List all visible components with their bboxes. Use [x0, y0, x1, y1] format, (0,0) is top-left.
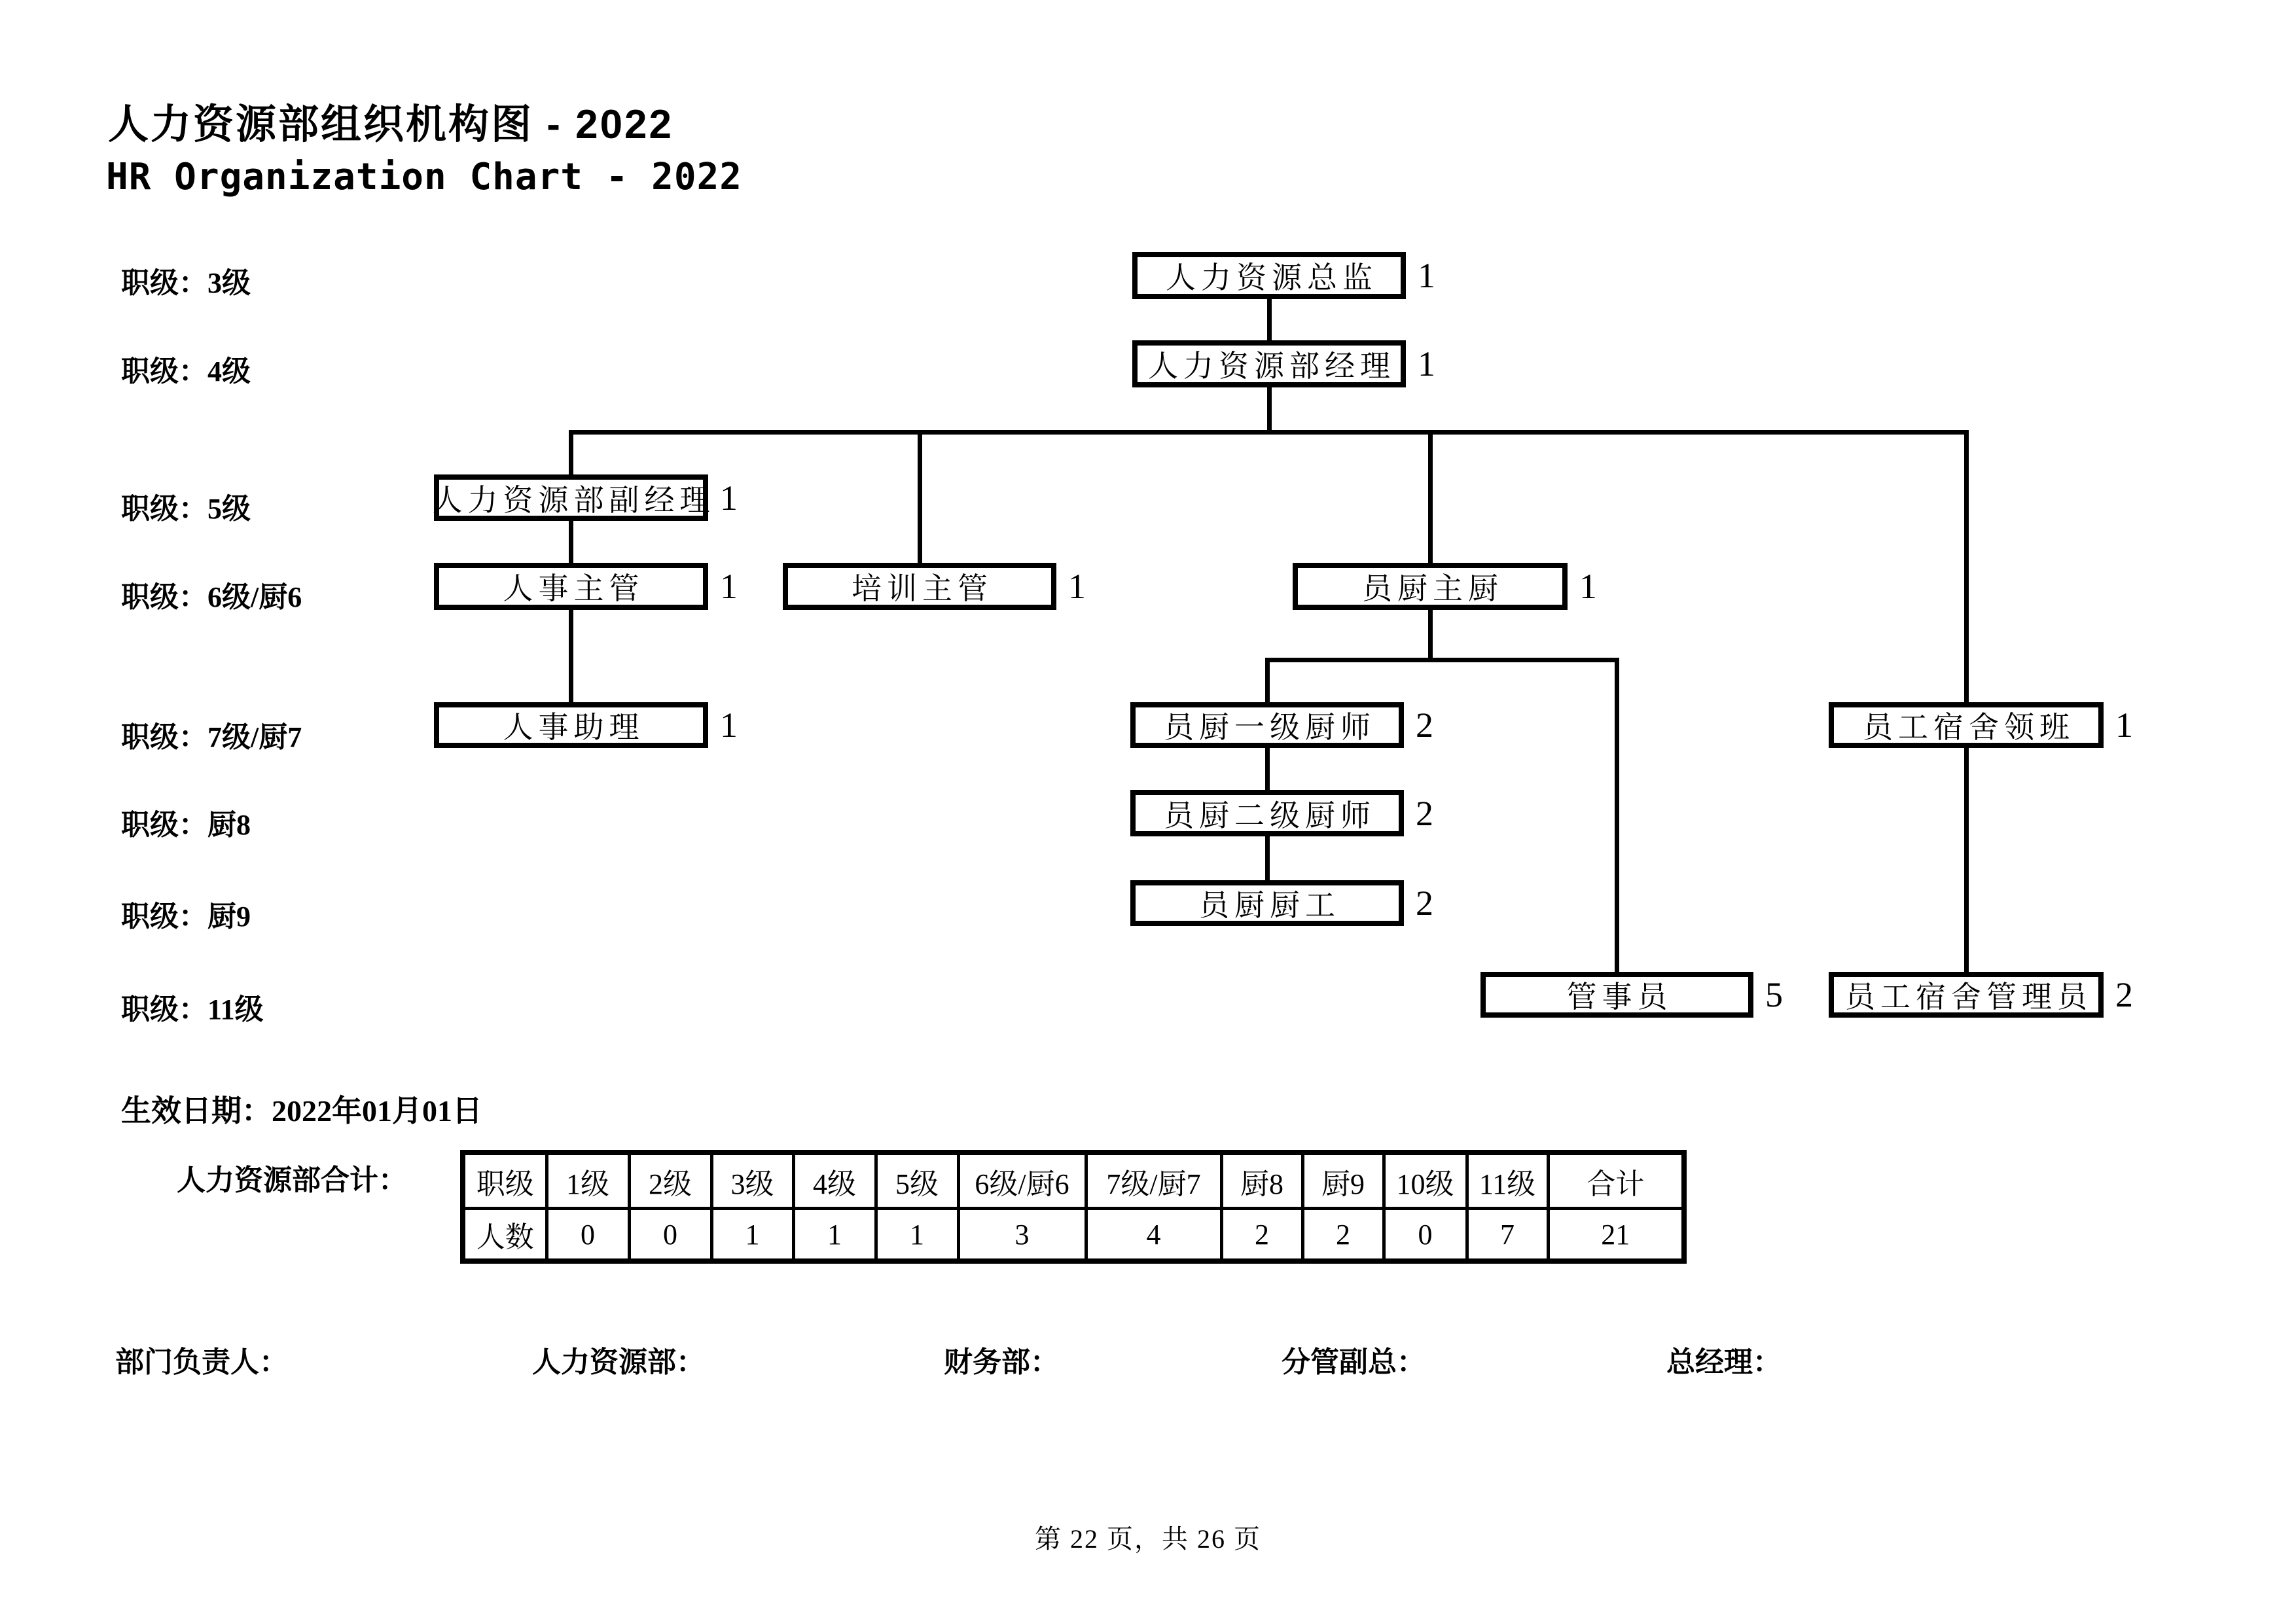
summary-table-value-cell: 4: [1086, 1209, 1221, 1262]
org-count-personnel-assistant: 1: [720, 705, 738, 745]
summary-table-header-cell: 5级: [876, 1152, 958, 1209]
summary-table-header-cell: 6级/厨6: [958, 1152, 1086, 1209]
connector-line: [569, 430, 1969, 435]
summary-table-header-cell: 厨9: [1302, 1152, 1384, 1209]
signature-label: 人力资源部：: [532, 1346, 705, 1378]
org-count-dormitory-leader: 1: [2115, 705, 2133, 745]
summary-table-value-cell: 1: [793, 1209, 876, 1262]
rank-label: 职级：7级/厨7: [121, 721, 302, 753]
summary-table-header-cell: 1级: [547, 1152, 629, 1209]
summary-table-header-cell: 4级: [793, 1152, 876, 1209]
summary-table-value-cell: 0: [1384, 1209, 1467, 1262]
connector-line: [1964, 748, 1969, 972]
org-box-hr-deputy-manager: 人力资源部副经理: [434, 474, 708, 521]
summary-table-value-cell: 0: [629, 1209, 711, 1262]
connector-line: [1265, 836, 1270, 880]
page-title: 人力资源部组织机构图 - 2022: [108, 102, 674, 147]
org-count-steward: 5: [1765, 975, 1783, 1014]
rank-label: 职级：3级: [121, 267, 251, 299]
org-count-staff-kitchen-head-chef: 1: [1579, 567, 1597, 606]
summary-table-header-cell: 2级: [629, 1152, 711, 1209]
summary-table-value-cell: 7: [1467, 1209, 1548, 1262]
org-box-steward: 管事员: [1480, 972, 1753, 1018]
summary-table-header-cell: 3级: [711, 1152, 793, 1209]
connector-line: [1428, 432, 1433, 563]
org-box-dormitory-leader: 员工宿舍领班: [1829, 702, 2104, 748]
signature-label: 分管副总：: [1282, 1346, 1426, 1378]
org-box-staff-kitchen-head-chef: 员厨主厨: [1293, 563, 1568, 610]
org-box-personnel-assistant: 人事助理: [434, 702, 708, 748]
org-count-staff-kitchen-first-cook: 2: [1416, 705, 1433, 745]
org-box-training-supervisor: 培训主管: [783, 563, 1056, 610]
signature-label: 总经理：: [1666, 1346, 1782, 1378]
org-box-staff-kitchen-helper: 员厨厨工: [1130, 880, 1404, 926]
summary-table-value-cell: 1: [711, 1209, 793, 1262]
summary-table-header-cell: 合计: [1548, 1152, 1684, 1209]
summary-table-value-cell: 2: [1302, 1209, 1384, 1262]
org-count-dormitory-administrator: 2: [2115, 975, 2133, 1014]
summary-table-header-cell: 厨8: [1221, 1152, 1302, 1209]
connector-line: [1267, 299, 1272, 340]
connector-line: [569, 432, 573, 474]
org-count-staff-kitchen-second-cook: 2: [1416, 793, 1433, 833]
rank-label: 职级：5级: [121, 493, 251, 525]
org-box-staff-kitchen-first-cook: 员厨一级厨师: [1130, 702, 1404, 748]
summary-table-value-cell: 3: [958, 1209, 1086, 1262]
org-box-hr-manager: 人力资源部经理: [1132, 340, 1406, 387]
org-box-hr-director: 人力资源总监: [1132, 252, 1406, 299]
org-count-personnel-supervisor: 1: [720, 567, 738, 606]
rank-label: 职级：6级/厨6: [121, 581, 302, 613]
effective-date: 生效日期：2022年01月01日: [121, 1094, 482, 1128]
page-subtitle: HR Organization Chart - 2022: [106, 156, 743, 198]
summary-table-header-cell: 10级: [1384, 1152, 1467, 1209]
rank-label: 职级：11级: [121, 993, 264, 1026]
summary-table-label: 人力资源部合计：: [177, 1164, 407, 1196]
org-count-hr-manager: 1: [1418, 344, 1435, 383]
summary-table-value-row: [463, 1209, 1684, 1262]
connector-line: [1265, 660, 1270, 702]
org-count-staff-kitchen-helper: 2: [1416, 883, 1433, 923]
connector-line: [1428, 610, 1433, 660]
org-box-staff-kitchen-second-cook: 员厨二级厨师: [1130, 790, 1404, 836]
connector-line: [1964, 432, 1969, 702]
summary-table-value-cell: 2: [1221, 1209, 1302, 1262]
signature-label: 财务部：: [944, 1346, 1059, 1378]
summary-table-header-cell: 职级: [463, 1152, 547, 1209]
summary-table-value-cell: 人数: [463, 1209, 547, 1262]
connector-line: [1267, 387, 1272, 432]
summary-table-value-cell: 0: [547, 1209, 629, 1262]
summary-table-value-cell: 1: [876, 1209, 958, 1262]
connector-line: [1265, 658, 1619, 662]
org-count-hr-director: 1: [1418, 256, 1435, 295]
summary-table-header-cell: 11级: [1467, 1152, 1548, 1209]
rank-label: 职级：厨8: [121, 809, 251, 841]
connector-line: [1615, 660, 1619, 972]
summary-table-header-cell: 7级/厨7: [1086, 1152, 1221, 1209]
rank-label: 职级：4级: [121, 355, 251, 387]
connector-line: [1265, 748, 1270, 790]
connector-line: [569, 521, 573, 563]
org-count-training-supervisor: 1: [1068, 567, 1086, 606]
connector-line: [569, 610, 573, 702]
summary-table-header-row: [463, 1152, 1684, 1209]
summary-table-value-cell: 21: [1548, 1209, 1684, 1262]
connector-line: [918, 432, 922, 563]
signature-label: 部门负责人：: [115, 1346, 288, 1378]
summary-table: [460, 1150, 1687, 1264]
org-box-personnel-supervisor: 人事主管: [434, 563, 708, 610]
org-count-hr-deputy-manager: 1: [720, 478, 738, 518]
org-box-dormitory-administrator: 员工宿舍管理员: [1829, 972, 2104, 1018]
rank-label: 职级：厨9: [121, 901, 251, 933]
page-footer: 第 22 页，共 26 页: [1035, 1524, 1261, 1554]
